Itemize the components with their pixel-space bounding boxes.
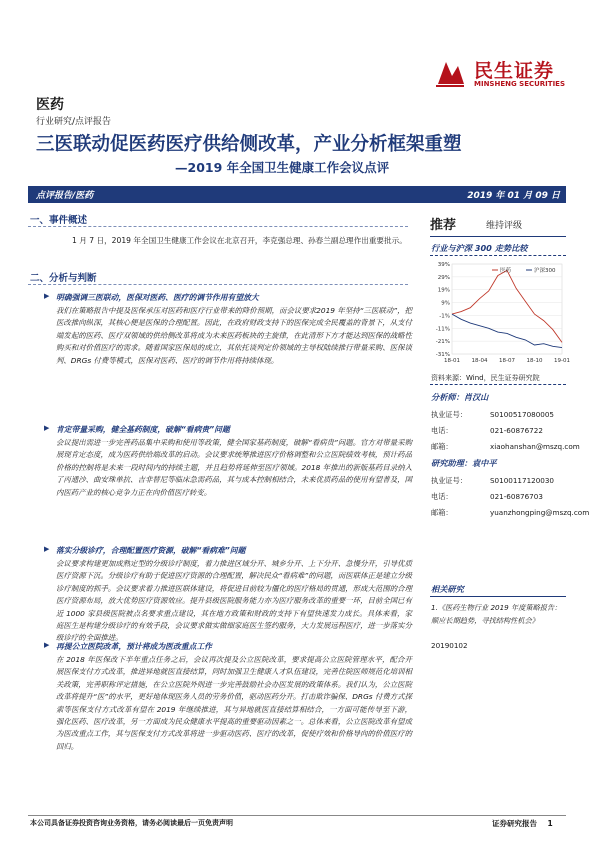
point-a-body: 我们在策略报告中提及医保承压对医药和医疗行业带来的降价预期，而会议要求2019 年坚持“三医联动”，把医改推向纵深，其核心便是医保的合理配置。因此，在政府财政支持下的医保完成全民覆盖的背景下，从支付端发起的医药、医疗双领域的供给侧改革将成为未来医药板块的主旋律，在此清形下方才能达到医保的战略性购买和对价值医疗的需求。随着国家医保局的成立，其依托谈判定价领域的主导权陆续推行带量采购、医保谈判、DRGs 付费等模式，医保对医药、医疗的调节作用将持续体现。 xyxy=(56,306,412,365)
y-tick-label: 39% xyxy=(437,262,450,268)
assistant-label: 研究助理： xyxy=(431,458,472,468)
assistant-phone-label: 电话： xyxy=(431,492,453,501)
y-tick-label: 19% xyxy=(437,287,450,294)
report-category: 点评报告/医药 xyxy=(36,191,94,201)
bullet-arrow-icon: ▶ xyxy=(44,641,50,649)
assistant-email-label: 邮箱： xyxy=(431,508,453,517)
x-tick-label: 18-01 xyxy=(444,358,460,364)
analyst-email-label: 邮箱： xyxy=(431,442,453,451)
assistant-name: 袁中平 xyxy=(471,458,497,468)
report-type: 行业研究/点评报告 xyxy=(36,117,112,127)
chart-title: 行业与沪深 300 走势比较 xyxy=(431,243,528,253)
rating: 维持评级 xyxy=(486,221,523,231)
analyst-email[interactable]: xiaohanshan@mszq.com xyxy=(490,442,580,451)
sidebar-divider xyxy=(430,255,566,256)
chart-source: 资料来源：Wind，民生证券研究院 xyxy=(431,374,540,382)
analyst-label: 分析师： xyxy=(431,392,464,402)
point-a-heading: 明确强调三医联动，医保对医药、医疗的调节作用有望放大 xyxy=(56,293,259,302)
event-paragraph: 1 月 7 日，2019 年全国卫生健康工作会议在北京召开，李克强总理、孙春兰副总理作出重要批示。 xyxy=(72,236,407,245)
section-divider xyxy=(28,284,408,285)
assistant-cert: S0100117120030 xyxy=(490,476,555,485)
assistant-phone: 021-60876703 xyxy=(490,492,543,501)
section-event-title: 一、事件概述 xyxy=(30,215,88,226)
point-c-body: 会议要求构建更加成熟定型的分级诊疗制度，着力推进区域分开、城乡分开、上下分开、急慢分开，引导优质医疗资源下沉。分级诊疗有助于促进医疗资源的合理配置，解决民众“看病难”的问题，而医联体正是建立分级诊疗制度的抓手。会议要求着力推进医联体建设，将促进目前较为僵化的医疗格局的贯通，形成大范围的合理医疗资源布局，放大优势医疗资源效应。提升县级医院服务能力亦为医疗服务改革的重要一环，目前全国已有近 1000 家县级医院被点名要求重点建设，其在地方政策和财政的支持下有望快速发力成长。具体来看，家庭医生是构建分级诊疗的有效手段，会议要求做实做细家庭医生签约服务，大力发展远程医疗，进一步落实分级诊疗的全面推进。 xyxy=(56,559,412,643)
analyst-cert-label: 执业证号： xyxy=(431,410,467,419)
footer-disclaimer: 本公司具备证券投资咨询业务资格，请务必阅读最后一页免责声明 xyxy=(30,819,233,827)
point-b-heading: 肯定带量采购，健全基药制度，破解“看病贵”问题 xyxy=(56,425,230,434)
related-research-title: 相关研究 xyxy=(431,584,464,594)
trend-chart xyxy=(430,258,570,370)
point-c-heading: 落实分级诊疗，合理配置医疗资源，破解“看病难”问题 xyxy=(56,546,246,555)
assistant-cert-label: 执业证号： xyxy=(431,476,467,485)
x-tick-label: 19-01 xyxy=(554,358,570,364)
analyst-name: 肖汉山 xyxy=(463,392,489,402)
report-date: 2019 年 01 月 09 日 xyxy=(467,191,560,201)
bullet-arrow-icon: ▶ xyxy=(44,545,50,553)
y-tick-label: 29% xyxy=(437,274,450,281)
sidebar-divider xyxy=(430,236,566,237)
series-line-pharma xyxy=(452,270,562,342)
industry-label: 医药 xyxy=(36,97,64,113)
sidebar-divider xyxy=(430,596,566,597)
brand-name-cn: 民生证券 xyxy=(474,60,555,82)
y-tick-label: -31% xyxy=(435,352,450,358)
analyst-phone: 021-60876722 xyxy=(490,426,543,435)
bullet-arrow-icon: ▶ xyxy=(44,424,50,432)
related-research-date: 20190102 xyxy=(431,641,468,650)
legend-label: 沪深300 xyxy=(534,268,556,274)
brand-name-en: MINSHENG SECURITIES xyxy=(474,80,565,88)
assistant-email[interactable]: yuanzhongping@mszq.com xyxy=(490,508,590,517)
chart-frame xyxy=(452,264,562,354)
recommendation: 推荐 xyxy=(430,218,457,233)
brand-logo xyxy=(432,54,572,98)
sidebar-divider xyxy=(430,384,566,385)
section-analysis-title: 二、分析与判断 xyxy=(30,273,97,284)
series-line-csi300 xyxy=(452,314,562,348)
footer-divider xyxy=(28,815,566,816)
analyst-phone-label: 电话： xyxy=(431,426,453,435)
report-subtitle: —2019 年全国卫生健康工作会议点评 xyxy=(175,160,390,175)
x-tick-label: 18-10 xyxy=(526,358,543,364)
analyst-heading xyxy=(431,392,488,403)
y-tick-label: -21% xyxy=(435,339,450,346)
report-header-bar xyxy=(28,186,566,203)
point-d-body: 在 2018 年医保改下半年重点任务之后，会议再次提及公立医院改革，要求提高公立医院管理水平，配合开展医保支付方式改革，推进异地就医直接结算，同时加强卫生健康人才队伍建设，完善住院医师规范化培训相关政策，完善职称评定措施，在公立医院外则进一步完善鼓励社会办医发展的政策体系。我们认为，公立医院改革将提升“医”的水平，更好地体现医务人员的劳务价值，驱动医药分开。打击欺诈骗保、DRGs 付费方式探索等医保支付方式改革有望在 2019 年继续推进，其与异地就医直接结算相结合，一方面可能传导至下游，强化医药、医疗改革，另一方面成为民众健康水平提高的重要驱动因素之一。总体来看，公立医院改革有望成为医改重点工作，其与医保支付方式改革将进一步驱动医药、医疗的改革，促使疗效和价格导向的价值医疗的回归。 xyxy=(56,655,412,751)
related-research-item[interactable]: 1.《医药生物行业 2019 年度策略报告：顺应长期趋势，寻找结构性机会》 xyxy=(431,603,562,625)
analyst-cert: S0100517080005 xyxy=(490,410,555,419)
section-divider xyxy=(28,226,408,227)
legend-label: 医药 xyxy=(500,268,512,274)
x-tick-label: 18-04 xyxy=(471,358,488,364)
y-tick-label: -1% xyxy=(439,313,450,320)
brand-emblem-icon xyxy=(432,54,468,90)
report-title: 三医联动促医药医疗供给侧改革，产业分析框架重塑 xyxy=(36,134,462,155)
y-tick-label: 9% xyxy=(441,300,450,307)
footer-label: 证券研究报告 xyxy=(492,819,537,828)
page-number: 1 xyxy=(547,819,553,828)
footer-right xyxy=(492,818,553,829)
assistant-heading xyxy=(431,458,497,469)
bullet-arrow-icon: ▶ xyxy=(44,292,50,300)
x-tick-label: 18-07 xyxy=(499,358,515,364)
point-b-body: 会议提出需进一步完善药品集中采购和使用等政策，健全国家基药制度，破解“看病贵”问题。官方对带量采购展现肯定态度，成为医药供给端改革的启动。会议要求统筹推进医疗价格调整和公立医院绩效考核，预计药品价格的控制将是未来一段时间内的持续主题，并且趋势将延伸至医疗领域。2018 年推出的新版基药目录纳入了丙通沙、曲安珠单抗、吉非替尼等临床急需药品，其与成本控制相结合，未来优质药品的使用有望普及，国内医药产业的核心竞争力正在向价值医疗转变。 xyxy=(56,438,412,497)
point-d-heading: 再提公立医院改革，预计将成为医改重点工作 xyxy=(56,642,212,651)
y-tick-label: -11% xyxy=(435,326,450,333)
